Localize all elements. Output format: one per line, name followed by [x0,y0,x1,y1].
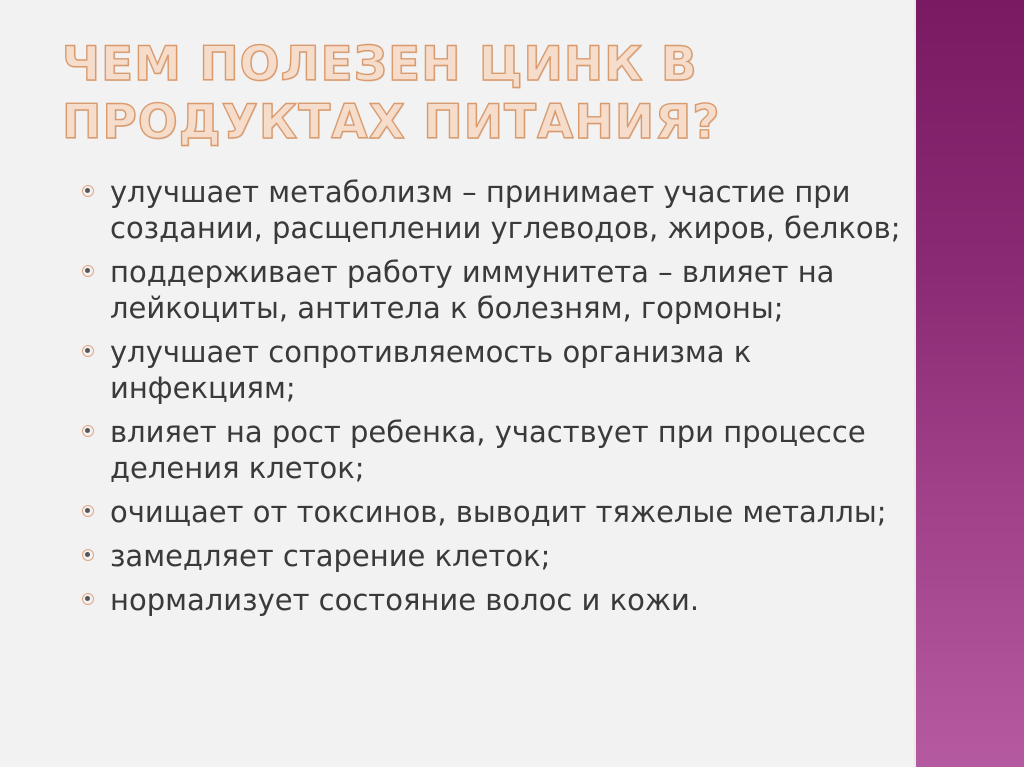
bullet-list [82,174,912,626]
list-item [82,538,912,574]
list-item-text: замедляет старение клеток; [110,539,551,573]
list-item [82,254,912,326]
list-item-text: улучшает сопротивляемость организма к инфекциям; [110,335,752,405]
list-item-text: влияет на рост ребенка, участвует при процессе деления клеток; [110,415,866,485]
circle-bullet-icon [82,185,94,197]
list-item [82,494,912,530]
list-item-text: улучшает метаболизм – принимает участие при создании, расщеплении углеводов, жиров, белков; [110,175,901,245]
slide-title: ЧЕМ ПОЛЕЗЕН ЦИНК В ПРОДУКТАХ ПИТАНИЯ? [62,37,721,150]
list-item [82,414,912,486]
list-item [82,334,912,406]
list-item [82,174,912,246]
list-item-text: нормализует состояние волос и кожи. [110,583,700,617]
list-item-text: поддерживает работу иммунитета – влияет на лейкоциты, антитела к болезням, гормоны; [110,255,835,325]
circle-bullet-icon [82,425,94,437]
decorative-side-bar [916,0,1024,767]
circle-bullet-icon [82,345,94,357]
circle-bullet-icon [82,549,94,561]
list-item-text: очищает от токсинов, выводит тяжелые металлы; [110,495,887,529]
list-item [82,582,912,618]
circle-bullet-icon [82,265,94,277]
circle-bullet-icon [82,505,94,517]
circle-bullet-icon [82,593,94,605]
